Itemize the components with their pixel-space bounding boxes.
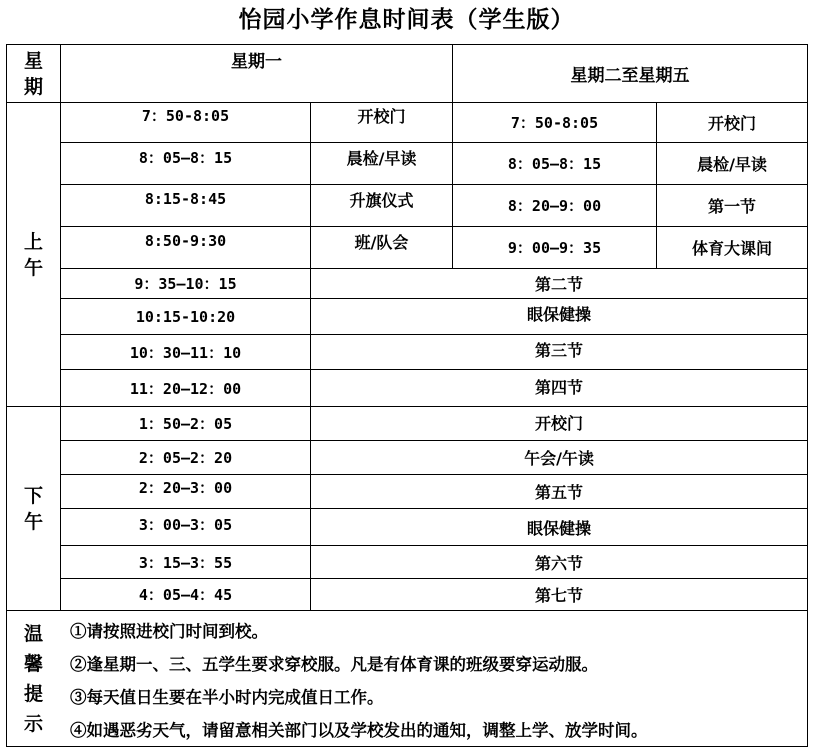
tue-fri-activity-cell: 晨检/早读 [697,155,767,174]
list-item: ②逢星期一、三、五学生要求穿校服。凡是有体育课的班级要穿运动服。 [70,655,598,674]
tue-fri-activity-cell: 开校门 [707,114,756,133]
time-cell: 4：05—4：45 [138,586,233,604]
tue-fri-time-cell: 8：05—8：15 [507,155,602,173]
list-item: ①请按照进校门时间到校。 [70,622,268,641]
activity-cell: 眼保健操 [526,305,591,324]
monday-time-cell: 7：50-8:05 [141,107,230,125]
afternoon-label [7,407,60,610]
time-cell: 11：20—12：00 [129,379,242,398]
tue-fri-time-cell: 8：20—9：00 [507,197,602,215]
activity-cell: 眼保健操 [526,518,591,538]
list-item: ③每天值日生要在半小时内完成值日工作。 [70,688,384,707]
activity-cell: 第六节 [534,553,583,573]
morning-label-text: 上午 [23,230,43,279]
tips-label [7,611,60,746]
time-cell: 1：50—2：05 [138,415,233,433]
monday-time-cell: 8:50-9:30 [144,232,227,250]
time-cell: 3：15—3：55 [138,553,233,572]
monday-activity-cell: 晨检/早读 [346,148,417,168]
tue-fri-activity-cell: 体育大课间 [691,239,772,258]
monday-time-cell: 8：05—8：15 [138,148,233,167]
morning-label [7,103,60,406]
time-cell: 10:15-10:20 [135,307,236,326]
activity-cell: 第三节 [534,340,583,360]
corner-header [7,45,60,102]
monday-activity-cell: 开校门 [357,107,406,126]
monday-time-cell: 8:15-8:45 [144,190,227,208]
activity-cell: 第七节 [534,586,583,605]
activity-cell: 开校门 [534,413,583,433]
corner-header-label: 星期 [23,49,43,98]
monday-activity-cell: 升旗仪式 [349,190,414,210]
tips-label-text: 温馨提示 [23,622,43,735]
monday-activity-cell: 班/队会 [354,232,409,252]
activity-cell: 第四节 [534,377,583,397]
activity-cell: 午会/午读 [524,449,594,468]
time-cell: 2：20—3：00 [138,479,233,497]
tue-fri-activity-cell: 第一节 [707,197,756,216]
time-cell: 3：00—3：05 [138,515,233,534]
table-border-right [807,44,808,747]
table-border-bottom [6,746,808,747]
activity-cell: 第五节 [534,483,583,502]
list-item: ④如遇恶劣天气，请留意相关部门以及学校发出的通知，调整上学、放学时间。 [70,721,648,740]
afternoon-label-text: 下午 [23,484,43,533]
tue-fri-time-cell: 9：00—9：35 [507,239,602,257]
tue-fri-time-cell: 7：50-8:05 [510,114,599,132]
time-cell: 10：30—11：10 [129,343,242,362]
section-divider [6,610,808,611]
time-cell: 2：05—2：20 [138,449,233,467]
tue-fri-header: 星期二至星期五 [570,66,690,86]
activity-cell: 第二节 [534,275,583,294]
time-cell: 9：35—10：15 [134,275,237,293]
monday-header: 星期一 [231,51,282,72]
page-title: 怡园小学作息时间表（学生版） [238,6,575,33]
